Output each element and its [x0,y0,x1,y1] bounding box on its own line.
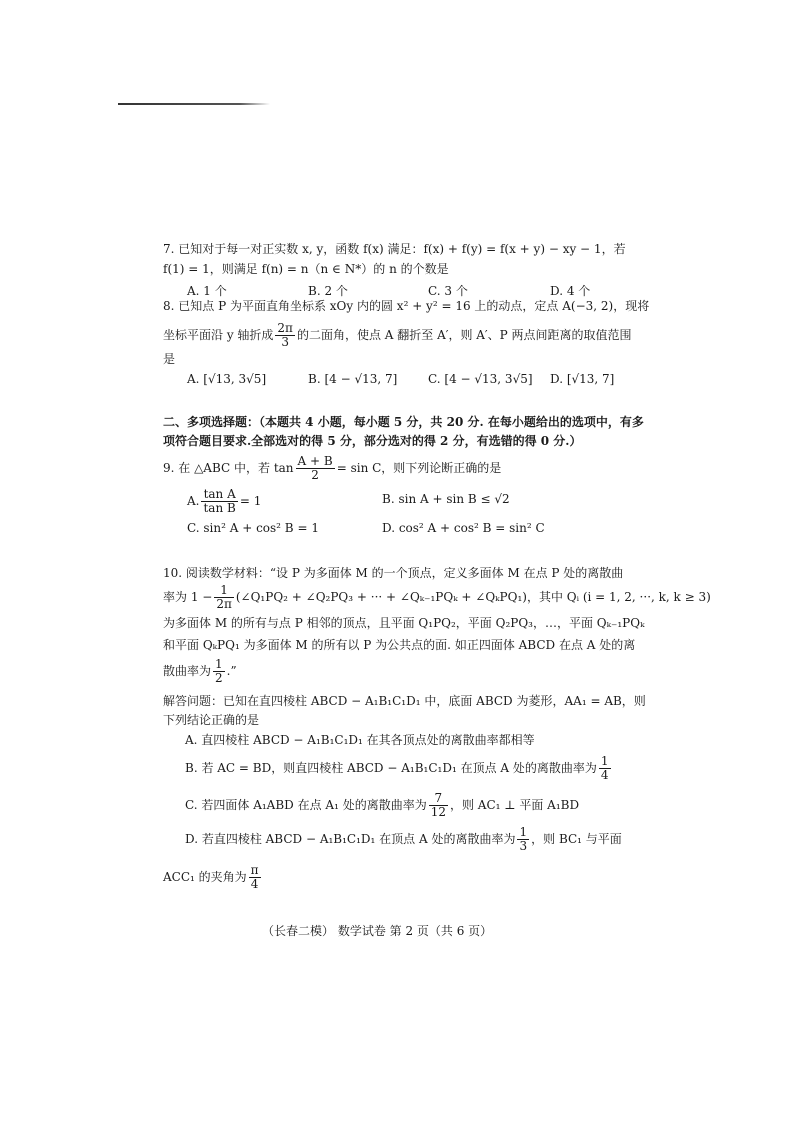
q10-option-a: A. 直四棱柱 ABCD − A₁B₁C₁D₁ 在其各顶点处的离散曲率都相等 [185,733,535,747]
q8-stem-line1: 8. 已知点 P 为平面直角坐标系 xOy 内的圆 x² + y² = 16 上的动点，定点 A(−3, 2)，现将 [163,299,650,313]
q7-option-b: B. 2 个 [308,284,348,298]
q8-stem-line3: 是 [163,352,176,366]
q9-option-a-fraction [201,488,237,515]
q10-option-b-pre: B. 若 AC = BD，则直四棱柱 ABCD − A₁B₁C₁D₁ 在顶点 A 处的离散曲率为 [185,761,597,775]
q8-line2-post: 的二面角，使点 A 翻折至 A′，则 A′、P 两点间距离的取值范围 [296,328,632,342]
q7-option-a: A. 1 个 [187,284,227,298]
q8-stem-line2 [163,322,632,349]
q8-option-a: A. [√13, 3√5] [187,372,267,386]
q10-option-d-line2 [163,864,263,891]
q10-option-d-line2-pre: ACC₁ 的夹角为 [163,870,247,884]
section2-heading-line2: 项符合题目要求.全部选对的得 5 分，部分选对的得 2 分，有选错的得 0 分.） [163,434,582,448]
q10-problem-line2: 下列结论正确的是 [163,713,260,727]
q10-stem-line1: 10. 阅读数学材料：“设 P 为多面体 M 的一个顶点，定义多面体 M 在点 P 处的离散曲 [163,566,624,580]
q10-option-d-post: ，则 BC₁ 与平面 [531,832,622,846]
q10-option-c-post: ，则 AC₁ ⊥ 平面 A₁BD [449,798,580,812]
q9-option-a-denominator: tan B [203,501,236,515]
q10-line5-post: .” [226,664,237,678]
q10-line2-pre: 率为 1 − [163,590,213,604]
q10-option-d-angle-numerator: π [250,863,259,877]
q8-option-c: C. [4 − √13, 3√5] [428,372,533,386]
q10-option-c-denominator: 12 [430,805,446,819]
q10-curvature-fraction [214,584,234,611]
q9-stem-numerator: A + B [297,454,333,468]
q7-stem-line1: 7. 已知对于每一对正实数 x, y，函数 f(x) 满足：f(x) + f(y) = f(x + y) − xy − 1，若 [163,242,626,256]
q10-stem-line2 [163,584,711,611]
q10-option-d-numerator: 1 [519,825,528,839]
q10-option-c-pre: C. 若四面体 A₁ABD 在点 A₁ 处的离散曲率为 [185,798,427,812]
q10-line2-post: (∠Q₁PQ₂ + ∠Q₂PQ₃ + ··· + ∠Qₖ₋₁PQₖ + ∠QₖPQ₁)，其中 Qᵢ (i = 1, 2, ···, k, k ≥ 3) [235,590,711,604]
q10-stem-line4: 和平面 QₖPQ₁ 为多面体 M 的所有以 P 为公共点的面. 如正四面体 ABCD 在点 A 处的离 [163,638,636,652]
q9-stem [163,455,501,482]
page-footer: （长春二模） 数学试卷 第 2 页（共 6 页） [262,924,493,938]
q10-line5-pre: 散曲率为 [163,664,212,678]
q9-stem-fraction [296,455,335,482]
q9-option-b: B. sin A + sin B ≤ √2 [382,492,510,506]
q9-option-a [187,488,261,515]
q10-option-b [185,755,613,782]
q9-option-d: D. cos² A + cos² B = sin² C [382,521,545,535]
q9-stem-denominator: 2 [311,468,319,482]
q10-problem-line1: 解答问题：已知在直四棱柱 ABCD − A₁B₁C₁D₁ 中，底面 ABCD 为菱形，AA₁ = AB，则 [163,694,646,708]
section2-heading-line1: 二、多项选择题：（本题共 4 小题，每小题 5 分，共 20 分. 在每小题给出的选项中，有多 [163,415,644,429]
q9-option-a-label: A. [187,494,200,508]
header-rule [118,103,270,105]
q10-stem-line5 [163,658,237,685]
q7-option-c: C. 3 个 [428,284,468,298]
q10-option-d-denominator: 3 [519,839,528,853]
q9-option-a-numerator: tan A [201,488,237,502]
q10-option-d-angle-fraction [249,864,261,891]
q10-option-d-line1 [185,826,622,853]
q10-option-d-pre: D. 若直四棱柱 ABCD − A₁B₁C₁D₁ 在顶点 A 处的离散曲率为 [185,832,516,846]
q10-option-b-fraction [599,755,611,782]
q10-curvature-numerator: 1 [214,584,234,598]
q8-angle-fraction [275,322,295,349]
q10-curvature-denominator: 2π [216,597,232,611]
q10-stem-line3: 为多面体 M 的所有与点 P 相邻的顶点，且平面 Q₁PQ₂，平面 Q₂PQ₃，…，平面 Qₖ₋₁PQₖ [163,616,645,630]
q10-option-c-fraction [429,792,448,819]
q10-example-fraction [213,658,225,685]
q9-stem-post: = sin C，则下列论断正确的是 [336,461,502,475]
q10-option-b-denominator: 4 [600,768,609,782]
q9-stem-pre: 9. 在 △ABC 中，若 tan [163,461,294,475]
q8-angle-numerator: 2π [277,321,293,335]
q10-example-denominator: 2 [215,671,223,685]
q9-option-a-post: = 1 [239,494,262,508]
q8-option-b: B. [4 − √13, 7] [308,372,398,386]
q7-option-d: D. 4 个 [550,284,591,298]
q10-option-d-fraction [517,826,529,853]
q8-line2-pre: 坐标平面沿 y 轴折成 [163,328,274,342]
q10-example-numerator: 1 [215,657,223,671]
q10-option-c-numerator: 7 [429,792,448,806]
q10-option-c [185,792,579,819]
q9-option-c: C. sin² A + cos² B = 1 [187,521,319,535]
q10-option-d-angle-denominator: 4 [250,877,259,891]
q7-stem-line2: f(1) = 1，则满足 f(n) = n（n ∈ N*）的 n 的个数是 [163,262,449,276]
q8-angle-denominator: 3 [281,335,289,349]
q10-option-b-numerator: 1 [600,754,609,768]
q8-option-d: D. [√13, 7] [550,372,615,386]
